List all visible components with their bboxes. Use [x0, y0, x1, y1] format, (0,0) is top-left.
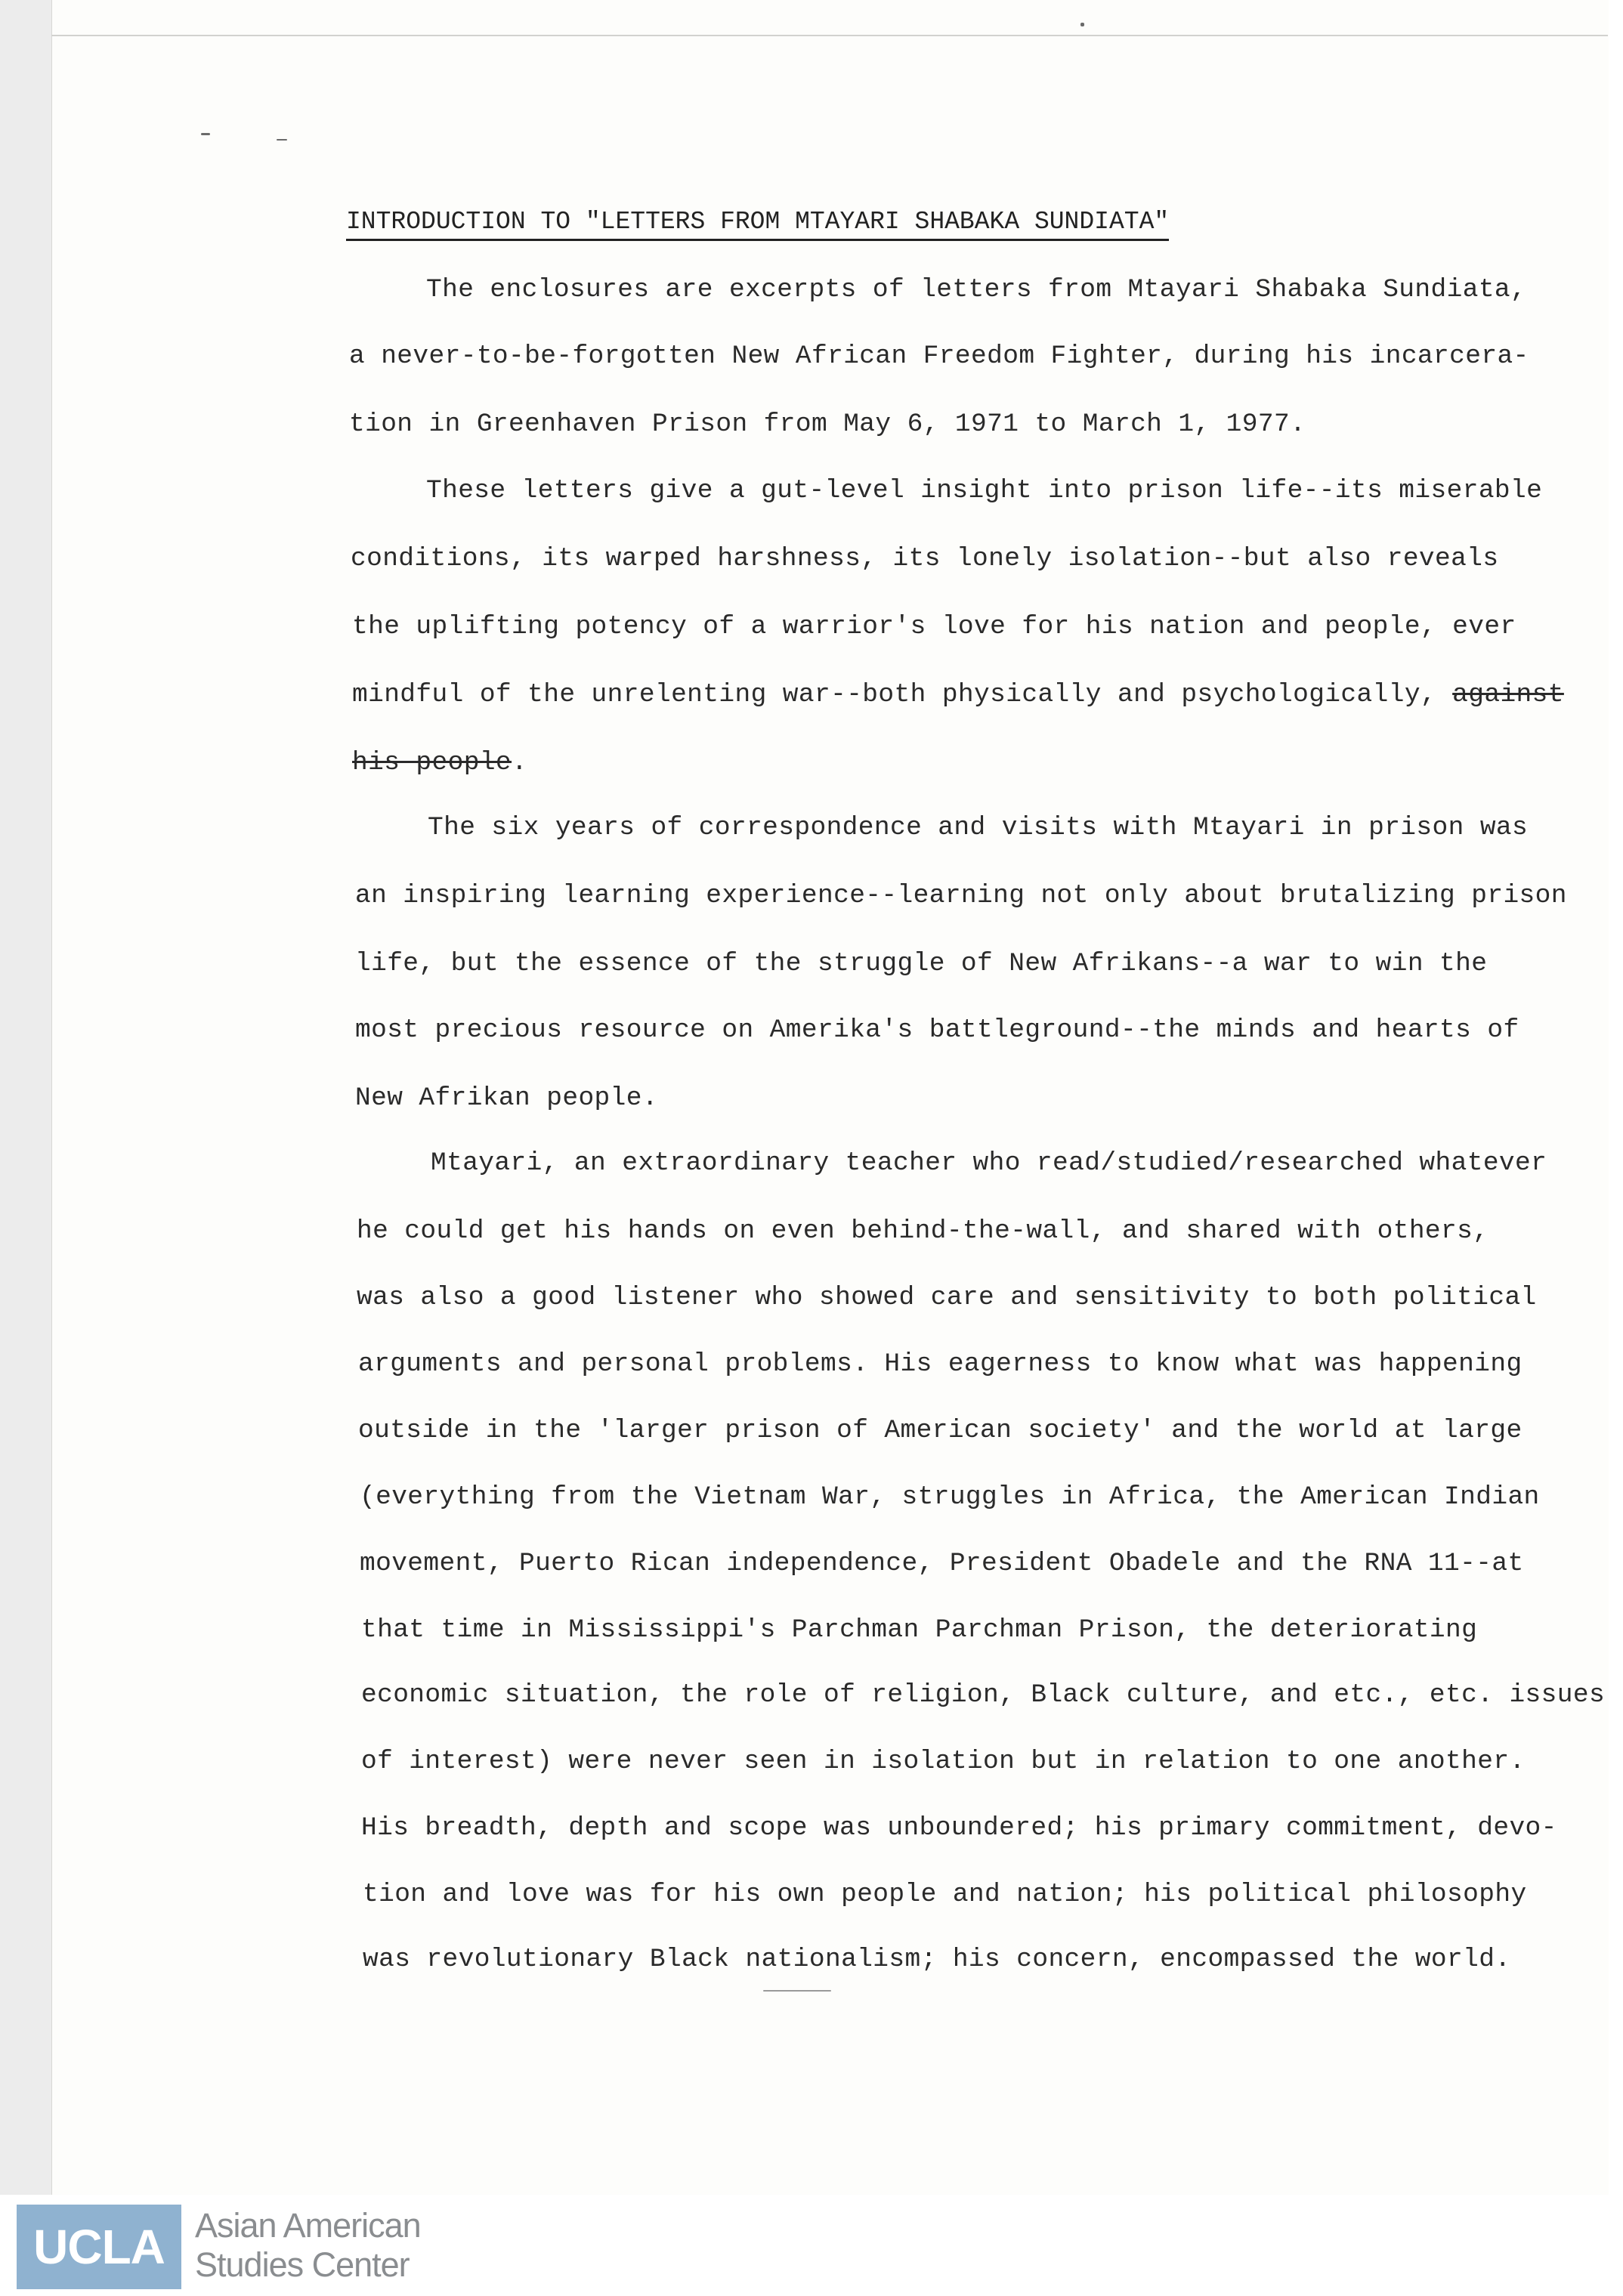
scanner-background	[0, 0, 53, 2195]
text-line: economic situation, the role of religion, Black culture, and etc., etc. issues	[361, 1680, 1606, 1710]
text-line: tion and love was for his own people and nation; his political philosophy	[363, 1880, 1527, 1909]
text-line: These letters give a gut-level insight into prison life--its miserable	[426, 476, 1543, 505]
text-line: of interest) were never seen in isolation but in relation to one another.	[361, 1747, 1526, 1776]
scan-speck	[201, 133, 210, 135]
scan-speck	[1080, 23, 1084, 26]
text-line: a never-to-be-forgotten New African Freedom Fighter, during his incarcera-	[349, 341, 1529, 371]
text-line	[352, 678, 1564, 712]
text-line: was revolutionary Black nationalism; his concern, encompassed the world.	[363, 1945, 1511, 1974]
text-line: an inspiring learning experience--learning not only about brutalizing prison	[355, 881, 1567, 910]
text-line: conditions, its warped harshness, its lonely isolation--but also reveals	[351, 544, 1499, 573]
text-line: The six years of correspondence and visits with Mtayari in prison was	[428, 813, 1529, 842]
text-line	[352, 746, 527, 780]
text-line: arguments and personal problems. His eagerness to know what was happening	[358, 1349, 1523, 1379]
text-line: the uplifting potency of a warrior's love for his nation and people, ever	[352, 612, 1516, 641]
paper-top-edge	[51, 35, 1608, 36]
text-line: tion in Greenhaven Prison from May 6, 1971 to March 1, 1977.	[349, 409, 1306, 439]
text-segment: mindful of the unrelenting war--both physically and psychologically,	[352, 680, 1437, 709]
text-line: life, but the essence of the struggle of New Afrikans--a war to win the	[355, 949, 1488, 978]
text-line: The enclosures are excerpts of letters from Mtayari Shabaka Sundiata,	[426, 275, 1527, 304]
text-line: outside in the 'larger prison of American society' and the world at large	[358, 1416, 1523, 1445]
text-line: New Afrikan people.	[355, 1083, 658, 1113]
text-line: Mtayari, an extraordinary teacher who read/studied/researched whatever	[431, 1148, 1547, 1178]
document-title: INTRODUCTION TO "LETTERS FROM MTAYARI SHABAKA SUNDIATA"	[346, 205, 1169, 241]
scan-speck	[763, 1990, 831, 1992]
text-line: (everything from the Vietnam War, struggles in Africa, the American Indian	[360, 1482, 1540, 1512]
text-line: he could get his hands on even behind-the-wall, and shared with others,	[357, 1216, 1489, 1246]
text-line: that time in Mississippi's Parchman Parchman Prison, the deteriorating	[361, 1615, 1478, 1645]
text-line: movement, Puerto Rican independence, President Obadele and the RNA 11--at	[360, 1549, 1524, 1578]
text-line: His breadth, depth and scope was unboundered; his primary commitment, devo-	[361, 1813, 1557, 1843]
center-name	[195, 2206, 421, 2285]
document-page	[51, 0, 1609, 2195]
center-name-line: Studies Center	[195, 2245, 410, 2284]
text-line: was also a good listener who showed care and sensitivity to both political	[357, 1283, 1537, 1312]
scan-speck	[277, 139, 287, 141]
struck-text: against	[1452, 680, 1564, 709]
struck-text: his people	[352, 748, 512, 777]
ucla-logo: UCLA	[17, 2205, 181, 2289]
text-line: most precious resource on Amerika's battleground--the minds and hearts of	[355, 1015, 1519, 1045]
text-segment: .	[512, 748, 528, 777]
center-name-line: Asian American	[195, 2206, 421, 2245]
